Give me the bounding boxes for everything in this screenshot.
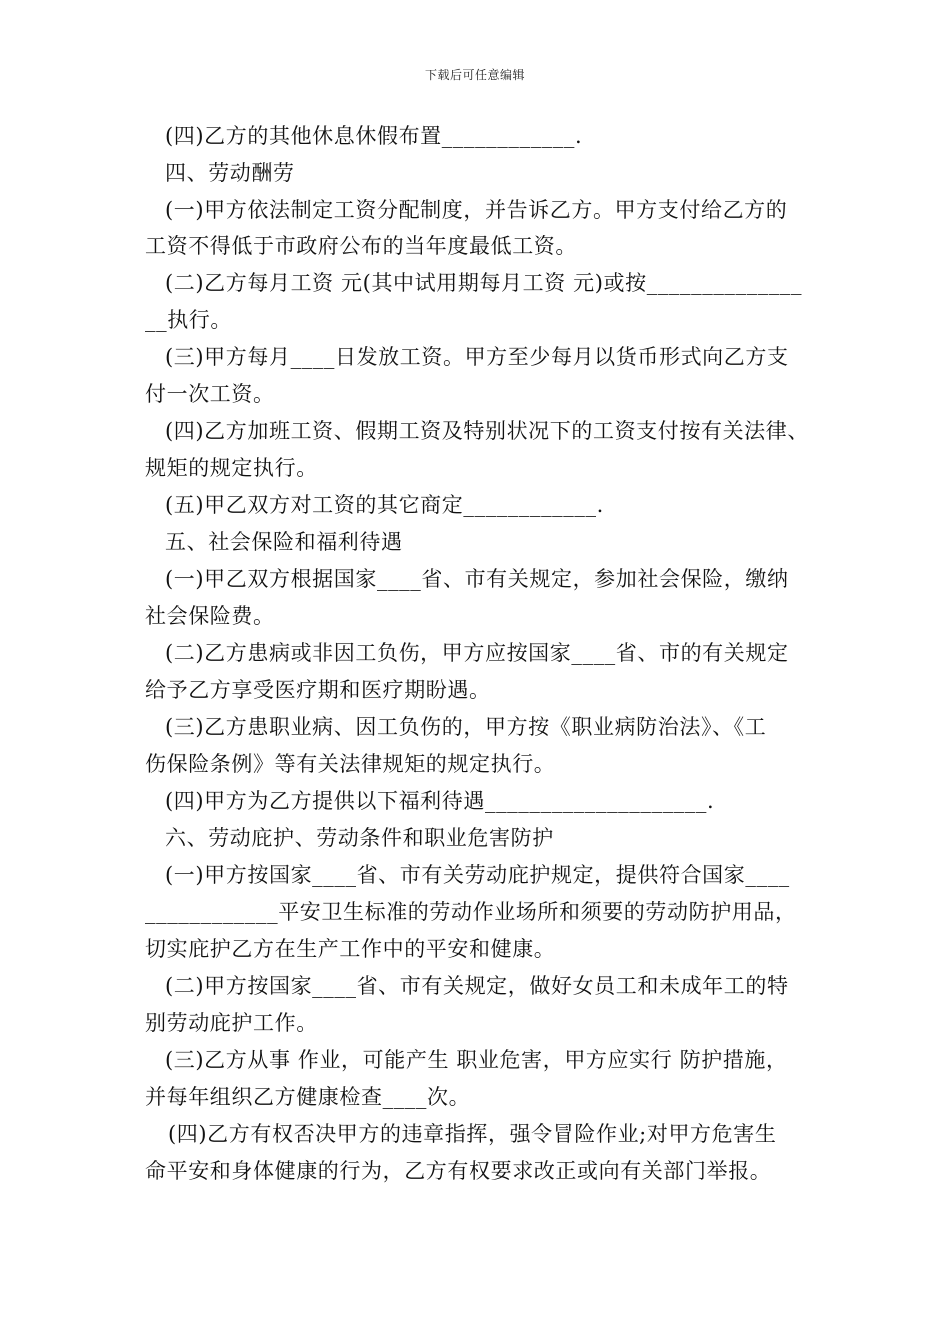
clause-line-16: 给予乙方享受医疗期和医疗期盼遇。 [145, 678, 491, 702]
clause-line-1: (四)乙方的其他休息休假布置____________. [165, 124, 583, 148]
section-heading-5: 五、社会保险和福利待遇 [165, 530, 403, 554]
page-header: 下载后可任意编辑 [424, 68, 525, 82]
clause-line-7: (三)甲方每月____日发放工资。甲方至少每月以货币形式向乙方支 [165, 345, 789, 369]
clause-line-6: __执行。 [145, 308, 232, 332]
clause-line-4: 工资不得低于市政府公布的当年度最低工资。 [145, 234, 577, 258]
clause-line-26: (三)乙方从事 作业，可能产生 职业危害，甲方应实行 防护措施， [165, 1048, 788, 1072]
clause-line-15: (二)乙方患病或非因工负伤，甲方应按国家____省、市的有关规定 [165, 641, 789, 665]
section-heading-6: 六、劳动庇护、劳动条件和职业危害防护 [165, 826, 554, 850]
clause-line-22: ____________平安卫生标准的劳动作业场所和须要的劳动防护用品， [145, 900, 797, 924]
clause-line-10: 规矩的规定执行。 [145, 456, 318, 480]
clause-line-19: (四)甲方为乙方提供以下福利待遇____________________. [165, 789, 715, 813]
clause-line-14: 社会保险费。 [145, 604, 275, 628]
clause-line-21: (一)甲方按国家____省、市有关劳动庇护规定，提供符合国家____ [165, 863, 790, 887]
clause-line-29: 命平安和身体健康的行为，乙方有权要求改正或向有关部门举报。 [145, 1159, 772, 1183]
clause-line-27: 并每年组织乙方健康检查____次。 [145, 1085, 471, 1109]
clause-line-3: (一)甲方依法制定工资分配制度，并告诉乙方。甲方支付给乙方的 [165, 198, 788, 222]
clause-line-13: (一)甲乙双方根据国家____省、市有关规定，参加社会保险，缴纳 [165, 567, 789, 591]
clause-line-28: (四)乙方有权否决甲方的违章指挥，强令冒险作业;对甲方危害生 [168, 1122, 777, 1146]
clause-line-18: 伤保险条例》等有关法律规矩的规定执行。 [145, 752, 556, 776]
clause-line-11: (五)甲乙双方对工资的其它商定____________. [165, 493, 604, 517]
clause-line-25: 别劳动庇护工作。 [145, 1011, 318, 1035]
clause-line-5: (二)乙方每月工资 元(其中试用期每月工资 元)或按______________ [165, 271, 803, 295]
clause-line-9: (四)乙方加班工资、假期工资及特别状况下的工资支付按有关法律、 [165, 419, 809, 443]
clause-line-24: (二)甲方按国家____省、市有关规定，做好女员工和未成年工的特 [165, 974, 789, 998]
clause-line-17: (三)乙方患职业病、因工负伤的，甲方按《职业病防治法》、《工 [165, 715, 767, 739]
section-heading-4: 四、劳动酬劳 [165, 161, 295, 185]
clause-line-8: 付一次工资。 [145, 382, 275, 406]
clause-line-23: 切实庇护乙方在生产工作中的平安和健康。 [145, 937, 556, 961]
